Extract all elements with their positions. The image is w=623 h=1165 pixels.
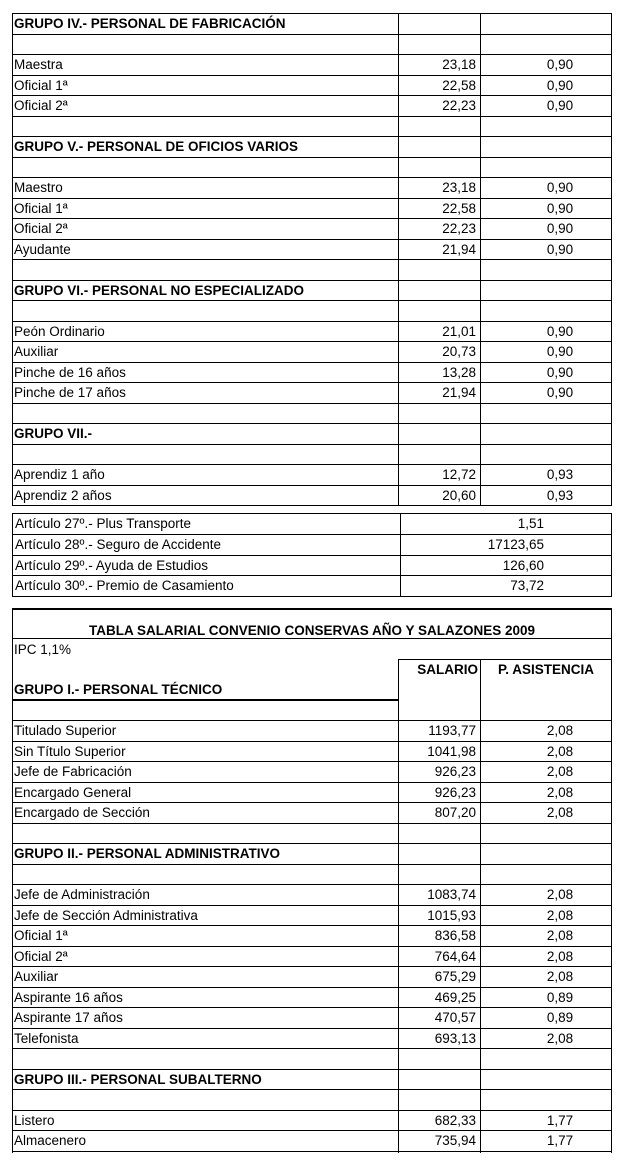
article-label: Artículo 29º.- Ayuda de Estudios [15,557,209,573]
asistencia-value: 2,08 [546,887,574,902]
category-label: Jefe de Sección Administrativa [14,907,198,923]
grid-line [398,659,399,1153]
category-label: Oficial 1ª [14,77,68,93]
table-row [12,199,612,220]
grid-line [398,13,399,506]
salario-value: 22,23 [442,221,476,236]
salario-value: 12,72 [442,467,476,482]
blank-row [12,824,612,845]
grid-line [611,608,612,1153]
grid-line [12,218,612,219]
article-label: Artículo 30º.- Premio de Casamiento [15,578,234,594]
asistencia-value: 0,90 [546,344,574,359]
blank-row [12,865,612,886]
asistencia-value: 2,08 [546,805,574,820]
grid-line [12,864,398,865]
table-row [12,219,612,240]
table-row [12,1008,612,1029]
grid-line [12,75,612,76]
grid-line [12,966,398,967]
grid-line [12,1007,398,1008]
salario-value: 470,57 [434,1010,476,1025]
grid-line [398,884,612,885]
table-row [12,885,612,906]
table-row [12,486,612,507]
grid-line [12,1028,398,1029]
table-row [12,55,612,76]
salario-value: 23,18 [442,57,476,72]
grid-line [398,843,612,844]
salario-value: 1015,93 [427,907,476,923]
grid-line [611,513,612,597]
salario-value: 926,23 [434,764,476,779]
salario-value: 675,29 [434,969,476,984]
category-label: Oficial 1ª [14,928,68,943]
category-label: Titulado Superior [14,723,117,738]
salario-value: 764,64 [434,948,476,964]
grid-line [12,34,612,35]
grid-line [398,1069,612,1070]
grid-line [12,884,398,885]
asistencia-value: 0,90 [546,385,574,400]
blank-row [12,1090,612,1111]
group-title: GRUPO VI.- PERSONAL NO ESPECIALIZADO [14,282,305,298]
group-title: GRUPO IV.- PERSONAL DE FABRICACIÓN [14,16,286,31]
grid-line [12,843,398,844]
asistencia-value: 2,08 [546,948,574,964]
table-row [12,240,612,261]
category-label: Pinche de 17 años [14,385,126,400]
category-label: Maestra [14,57,63,72]
grid-line [398,1151,612,1152]
asistencia-value: 0,90 [546,241,574,257]
salario-value: 1041,98 [427,743,476,759]
salario-value: 807,20 [434,805,476,820]
grid-line [12,946,398,947]
asistencia-value: 0,89 [546,1010,574,1025]
grid-line [12,464,612,465]
grid-line [398,782,612,783]
grid-line [12,485,612,486]
table-row [12,465,612,486]
asistencia-value: 0,90 [546,77,574,93]
grid-line [12,608,13,1153]
table-row [12,178,612,199]
grid-line [12,761,398,762]
grid-line [12,13,612,14]
salario-value: 13,28 [442,364,476,380]
grid-line [12,157,612,158]
blank-row [12,35,612,56]
table-row [12,363,612,384]
grid-line [398,741,612,742]
group-header-row [12,281,612,302]
grid-line [12,638,612,639]
salario-value: 22,58 [442,77,476,93]
article-row [12,535,612,556]
grid-line [12,403,612,404]
grid-line [398,1048,612,1049]
article-label: Artículo 28º.- Seguro de Accidente [15,536,222,552]
blank-row [12,1049,612,1070]
category-label: Oficial 2ª [14,98,68,113]
grid-line [400,513,401,597]
grid-line [12,198,612,199]
group-header-row [12,137,612,158]
category-label: Encargado de Sección [14,805,150,820]
salario-value: 693,13 [434,1030,476,1046]
grid-line [12,925,398,926]
category-label: Pinche de 16 años [14,364,126,380]
salario-value: 21,01 [442,323,476,339]
group-title: GRUPO I.- PERSONAL TÉCNICO [14,682,223,697]
asistencia-value: 0,90 [546,364,574,380]
salario-value: 735,94 [434,1133,476,1148]
table-row [12,803,612,824]
grid-line [12,905,398,906]
grid-line [480,13,481,506]
article-value: 126,60 [502,557,544,573]
table-row [12,76,612,97]
category-label: Telefonista [14,1030,79,1046]
asistencia-value: 0,93 [546,487,574,503]
salario-value: 22,58 [442,200,476,216]
category-label: Auxiliar [14,969,59,984]
grid-line [12,575,612,576]
asistencia-value: 2,08 [546,969,574,984]
grid-line [398,1089,612,1090]
grid-line [12,321,612,322]
grid-line [12,782,398,783]
grid-line [12,720,398,721]
grid-line [398,987,612,988]
grid-line [398,966,612,967]
grid-line [12,54,612,55]
category-label: Encargado General [14,784,132,800]
group-title: GRUPO III.- PERSONAL SUBALTERNO [14,1071,262,1087]
grid-line [12,423,612,424]
grid-line [12,1048,398,1049]
grid-line [12,136,612,137]
salario-value: 1083,74 [427,887,476,902]
grid-line [12,177,612,178]
article-value: 73,72 [510,578,544,594]
group-header-row [12,1070,612,1091]
table-row [12,762,612,783]
grid-line [12,300,612,301]
category-label: Sin Título Superior [14,743,126,759]
asistencia-value: 2,08 [546,907,574,923]
grid-line [12,1089,398,1090]
grid-line [12,534,612,535]
grid-line [398,802,612,803]
grid-line [12,513,612,514]
salario-value: 21,94 [442,385,476,400]
grid-line [12,513,13,597]
asistencia-value: 0,90 [546,221,574,236]
grid-line [12,444,612,445]
asistencia-value: 0,90 [546,180,574,195]
category-label: Aspirante 16 años [14,989,123,1005]
grid-line [12,608,612,610]
grid-line [12,362,612,363]
category-label: Oficial 1ª [14,200,68,216]
salario-value: 926,23 [434,784,476,800]
table-row [12,1029,612,1050]
grid-line [611,13,612,506]
grid-line [480,659,481,1153]
category-label: Oficial 2ª [14,948,68,964]
salario-value: 469,25 [434,989,476,1005]
salario-value: 23,18 [442,180,476,195]
article-row [12,576,612,597]
blank-row [12,301,612,322]
category-label: Peón Ordinario [14,323,105,339]
asistencia-value: 0,89 [546,989,574,1005]
article-label: Artículo 27º.- Plus Transporte [15,516,192,531]
table-row [12,783,612,804]
grid-line [12,259,612,260]
table-row [12,322,612,343]
grid-line [12,596,612,597]
category-label: Jefe de Fabricación [14,764,132,779]
blank-row [12,701,612,722]
category-label: Maestro [14,180,63,195]
table-row [12,721,612,742]
grid-line [12,700,398,701]
asistencia-value: 2,08 [546,723,574,738]
salario-value: 836,58 [434,928,476,943]
grid-line [12,987,398,988]
table-row [12,906,612,927]
group-title: GRUPO V.- PERSONAL DE OFICIOS VARIOS [14,139,299,154]
grid-line [12,823,398,824]
grid-line [12,1110,398,1111]
article-row [12,556,612,577]
blank-row [12,158,612,179]
article-value: 17123,65 [487,536,544,552]
group-title: GRUPO VII.- [14,426,93,441]
grid-line [12,13,13,506]
category-label: Oficial 2ª [14,221,68,236]
salario-value: 1193,77 [428,723,476,738]
grid-line [12,1151,398,1152]
grid-line [12,95,612,96]
salario-value: 20,60 [442,487,476,503]
category-label: Aprendiz 2 años [14,487,112,503]
grid-line [398,1007,612,1008]
article-value: 1,51 [517,516,544,531]
category-label: Auxiliar [14,344,59,359]
grid-line [398,1130,612,1131]
table-row [12,1131,612,1152]
grid-line [12,280,612,281]
grid-line [12,1130,398,1131]
grid-line [12,239,612,240]
asistencia-value: 1,77 [546,1133,574,1148]
grid-line [398,659,612,660]
article-row [12,514,612,535]
salario-value: 21,94 [442,241,476,257]
asistencia-value: 0,93 [546,467,574,482]
grid-line [398,946,612,947]
group-header-row [12,424,612,445]
asistencia-value: 2,08 [546,928,574,943]
blank-row [12,260,612,281]
table-row [12,96,612,117]
blank-row [12,404,612,425]
grid-line [398,905,612,906]
group-title: GRUPO II.- PERSONAL ADMINISTRATIVO [14,846,281,861]
salario-value: 20,73 [442,344,476,359]
grid-line [398,925,612,926]
grid-line [12,802,398,803]
grid-line [12,555,612,556]
grid-line [12,1069,398,1070]
asistencia-value: 2,08 [546,784,574,800]
grid-line [12,505,612,506]
category-label: Aprendiz 1 año [14,467,105,482]
table-row [12,1111,612,1132]
table-row [12,742,612,763]
asistencia-value: 2,08 [546,1030,574,1046]
grid-line [12,741,398,742]
asistencia-value: 2,08 [546,743,574,759]
asistencia-value: 1,77 [546,1112,574,1128]
asistencia-value: 2,08 [546,764,574,779]
blank-row [12,445,612,466]
grid-line [398,720,612,721]
asistencia-value: 0,90 [546,98,574,113]
table-row [12,967,612,988]
blank-row [12,117,612,138]
salario-value: 22,23 [442,98,476,113]
group-header-row [12,844,612,865]
grid-line [398,761,612,762]
category-label: Listero [14,1112,55,1128]
salario-value: 682,33 [434,1112,476,1128]
asistencia-value: 0,90 [546,323,574,339]
grid-line [398,1110,612,1111]
grid-line [12,382,612,383]
asistencia-value: 0,90 [546,200,574,216]
table-row [12,383,612,404]
group-header-row [12,680,612,701]
grid-line [398,823,612,824]
grid-line [12,699,398,700]
grid-line [398,1028,612,1029]
category-label: Jefe de Administración [14,887,150,902]
category-label: Aspirante 17 años [14,1010,123,1025]
asistencia-value: 0,90 [546,57,574,72]
table-row [12,947,612,968]
table-row [12,926,612,947]
grid-line [12,116,612,117]
category-label: Almacenero [14,1133,87,1148]
table-row [12,342,612,363]
table-row [12,988,612,1009]
category-label: Ayudante [14,241,71,257]
grid-line [398,864,612,865]
grid-line [12,341,612,342]
group-header-row [12,14,612,35]
